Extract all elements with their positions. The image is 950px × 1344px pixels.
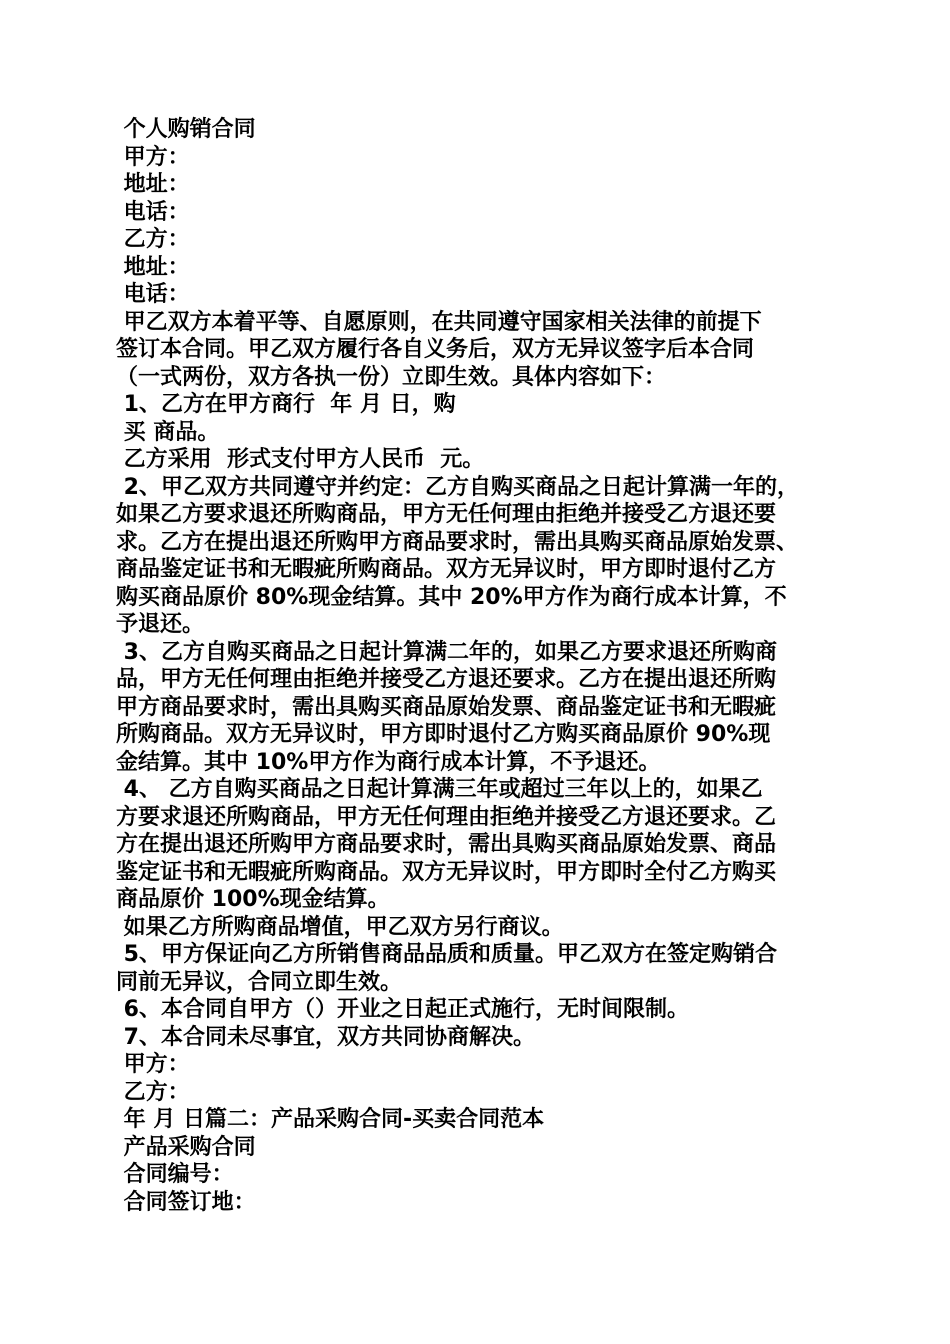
party-a-label: 甲方： — [116, 144, 190, 170]
party-b-phone-label: 电话： — [116, 282, 190, 307]
signature-party-a: 甲方： — [116, 1052, 190, 1077]
clause-7-line: 7、本合同未尽事宜，双方共同协商解决。 — [116, 1024, 535, 1050]
party-a-phone-label: 电话： — [116, 199, 190, 225]
clause-2-line: 商品鉴定证书和无暇疵所购商品。双方无异议时，甲方即时退付乙方 — [116, 557, 777, 582]
clause-1-line: 1、乙方在甲方商行 年 月 日，购 — [116, 392, 456, 417]
clause-5-line: 同前无异议，合同立即生效。 — [116, 969, 403, 995]
preamble-line: 甲乙双方本着平等、自愿原则，在共同遵守国家相关法律的前提下 — [116, 309, 762, 335]
clause-2-line: 2、甲乙双方共同遵守并约定：乙方自购买商品之日起计算满一年的， — [116, 474, 799, 500]
second-contract-title: 产品采购合同 — [116, 1134, 256, 1160]
party-a-address-label: 地址： — [116, 172, 190, 197]
clause-2-line: 如果乙方要求退还所购商品，甲方无任何理由拒绝并接受乙方退还要 — [116, 502, 777, 527]
contract-number-label: 合同编号： — [116, 1162, 234, 1187]
document-body — [116, 116, 846, 1216]
date-and-section-heading: 年 月 日篇二：产品采购合同-买卖合同范本 — [116, 1107, 545, 1132]
clause-3-line: 金结算。其中 10%甲方作为商行成本计算，不予退还。 — [116, 749, 661, 775]
contract-place-label: 合同签订地： — [116, 1189, 256, 1215]
clause-2-line: 购买商品原价 80%现金结算。其中 20%甲方作为商行成本计算，不 — [116, 584, 787, 610]
preamble-line: 签订本合同。甲乙双方履行各自义务后，双方无异议签字后本合同 — [116, 337, 755, 362]
clause-5-line: 5、甲方保证向乙方所销售商品品质和质量。甲乙双方在签定购销合 — [116, 942, 777, 967]
party-b-address-label: 地址： — [116, 254, 190, 280]
clause-3-line: 3、乙方自购买商品之日起计算满二年的，如果乙方要求退还所购商 — [116, 639, 777, 665]
clause-3-line: 甲方商品要求时，需出具购买商品原始发票、商品鉴定证书和无暇疵 — [116, 694, 777, 720]
clause-4-line: 鉴定证书和无暇疵所购商品。双方无异议时，甲方即时全付乙方购买 — [116, 859, 777, 885]
clause-2-line: 求。乙方在提出退还所购甲方商品要求时，需出具购买商品原始发票、 — [116, 529, 799, 555]
clause-3-line: 品，甲方无任何理由拒绝并接受乙方退还要求。乙方在提出退还所购 — [116, 667, 777, 692]
signature-party-b: 乙方： — [116, 1079, 190, 1105]
clause-4-line: 方在提出退还所购甲方商品要求时，需出具购买商品原始发票、商品 — [116, 832, 777, 857]
clause-4-line: 4、 乙方自购买商品之日起计算满三年或超过三年以上的，如果乙 — [116, 777, 763, 802]
party-b-label: 乙方： — [116, 227, 190, 252]
preamble-line: （一式两份，双方各执一份）立即生效。具体内容如下： — [116, 364, 667, 390]
clause-2-line: 予退还。 — [116, 612, 205, 637]
clause-4-line: 商品原价 100%现金结算。 — [116, 887, 390, 912]
document-title: 个人购销合同 — [116, 117, 256, 142]
clause-6-line: 6、本合同自甲方（）开业之日起正式施行，无时间限制。 — [116, 997, 689, 1022]
appreciation-note: 如果乙方所购商品增值，甲乙双方另行商议。 — [116, 914, 564, 940]
clause-1-line: 买 商品。 — [116, 419, 220, 445]
clause-3-line: 所购商品。双方无异议时，甲方即时退付乙方购买商品原价 90%现 — [116, 722, 771, 747]
clause-1-line: 乙方采用 形式支付甲方人民币 元。 — [116, 447, 485, 472]
clause-4-line: 方要求退还所购商品，甲方无任何理由拒绝并接受乙方退还要求。乙 — [116, 804, 777, 830]
